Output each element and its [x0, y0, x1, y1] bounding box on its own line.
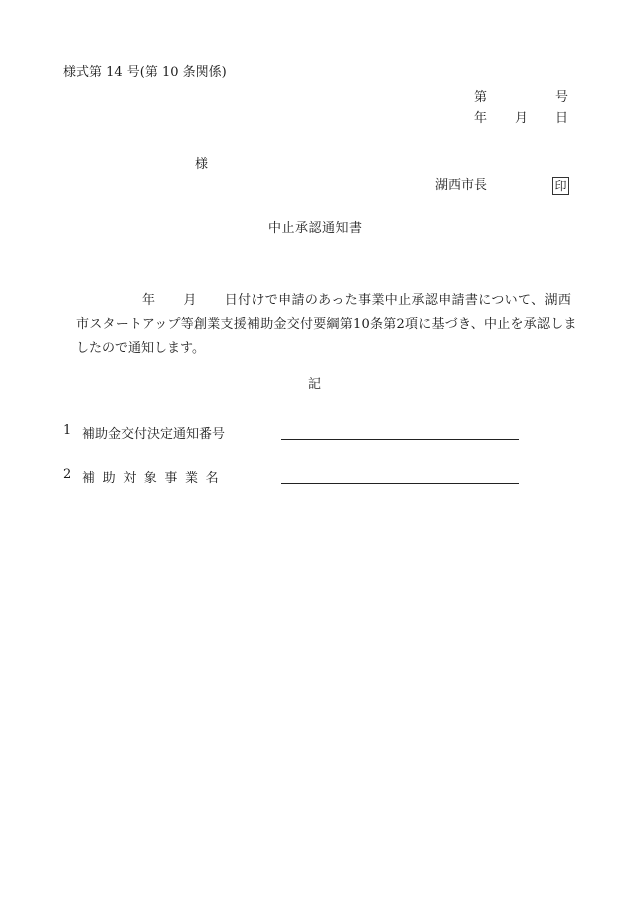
item-number: 1	[63, 423, 72, 438]
body-month-label: 月	[183, 293, 197, 308]
item-number: 2	[63, 467, 72, 482]
item-row	[63, 423, 533, 441]
body-year-label: 年	[142, 293, 156, 308]
date-day-label: 日	[555, 111, 569, 126]
recipient-honorific: 様	[195, 157, 209, 172]
form-number: 様式第 14 号(第 10 条関係)	[63, 65, 227, 80]
item-entry-line[interactable]	[281, 483, 519, 484]
body-line-3: したので通知します。	[76, 341, 205, 356]
document-number-suffix: 号	[555, 90, 569, 105]
issuer-name: 湖西市長	[435, 178, 488, 193]
body-line-1-text: 日付けで申請のあった事業中止承認申請書について、湖西	[224, 293, 572, 308]
ki-heading: 記	[308, 377, 322, 392]
document-title: 中止承認通知書	[268, 221, 363, 236]
date-year-label: 年	[474, 111, 488, 126]
body-line-1	[63, 289, 572, 313]
item-label: 補助対象事業名	[82, 471, 227, 486]
item-entry-line[interactable]	[281, 439, 519, 440]
seal-mark: 印	[552, 177, 569, 195]
item-row	[63, 467, 533, 485]
document-number-prefix: 第	[474, 90, 488, 105]
date-month-label: 月	[515, 111, 529, 126]
item-label: 補助金交付決定通知番号	[82, 427, 226, 442]
body-line-2: 市スタートアップ等創業支援補助金交付要綱第10条第2項に基づき、中止を承認しま	[76, 317, 577, 332]
body-paragraph	[63, 289, 577, 361]
